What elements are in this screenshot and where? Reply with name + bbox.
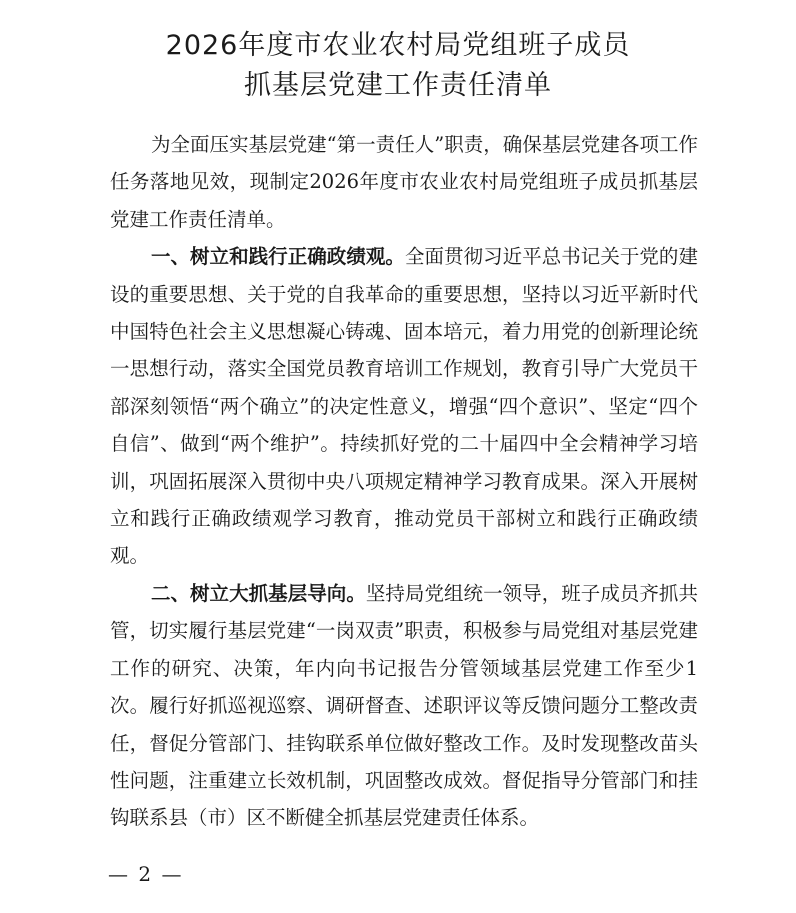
title-line-1: 2026年度市农业农村局党组班子成员 (165, 30, 631, 61)
section-2-text: 坚持局党组统一领导，班子成员齐抓共管，切实履行基层党建“一岗双责”职责，积极参与局党组对基层党建工作的研究、决策，年内向书记报告分管领域基层党建工作至少1次。履行好抓巡视巡察、调研督查、述职评议等反馈问题分工整改责任，督促分管部门、挂钩联系单位做好整改工作。及时发现整改苗头性问题，注重建立长效机制，巩固整改成效。督促指导分管部门和挂钩联系县（市）区不断健全抓基层党建责任体系。 (110, 581, 698, 830)
document-body (110, 126, 698, 837)
document-title (0, 26, 796, 106)
section-1-heading: 一、树立和践行正确政绩观。 (150, 245, 405, 269)
section-1-text: 全面贯彻习近平总书记关于党的建设的重要思想、关于党的自我革命的重要思想，坚持以习近平新时代中国特色社会主义思想凝心铸魂、固本培元，着力用党的创新理论统一思想行动，落实全国党员教育培训工作规划，教育引导广大党员干部深刻领悟“两个确立”的决定性意义，增强“四个意识”、坚定“四个自信”、做到“两个维护”。持续抓好党的二十届四中全会精神学习培训，巩固拓展深入贯彻中央八项规定精神学习教育成果。深入开展树立和践行正确政绩观学习教育，推动党员干部树立和践行正确政绩观。 (110, 245, 698, 568)
page-number: — 2 — (108, 862, 184, 886)
title-line-2: 抓基层党建工作责任清单 (244, 70, 552, 101)
section-2-heading: 二、树立大抓基层导向。 (150, 581, 366, 605)
intro-paragraph: 为全面压实基层党建“第一责任人”职责，确保基层党建各项工作任务落地见效，现制定2026年度市农业农村局党组班子成员抓基层党建工作责任清单。 (110, 133, 698, 231)
section-2-paragraph (110, 575, 698, 837)
section-1-paragraph (110, 238, 698, 575)
